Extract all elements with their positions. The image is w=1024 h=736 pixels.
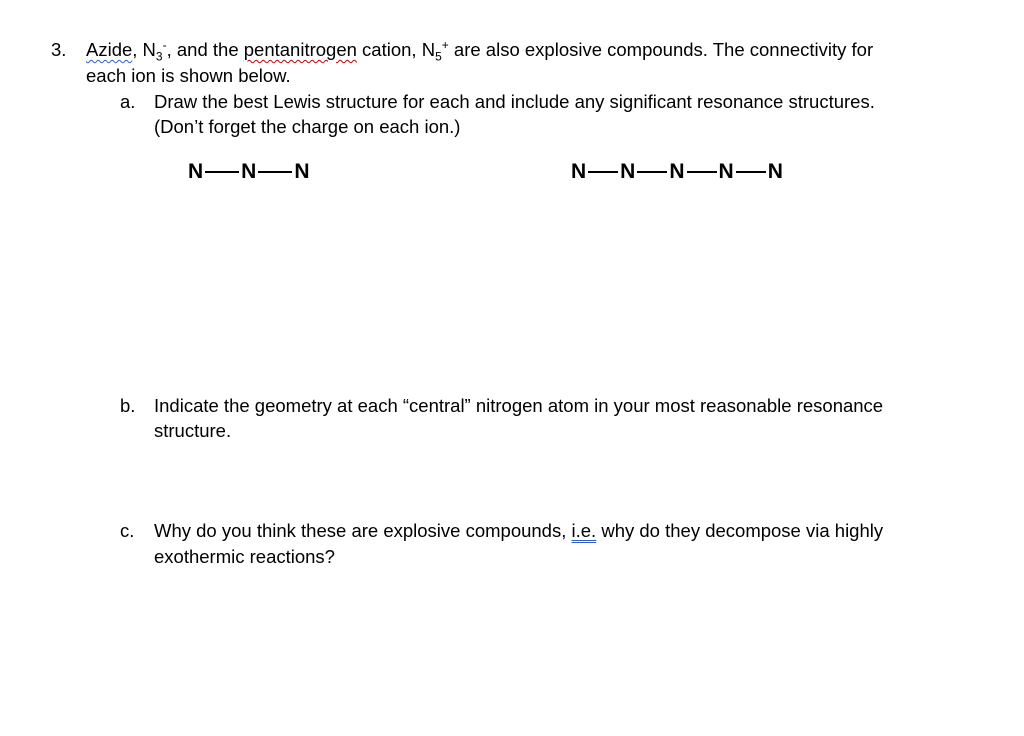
question-text-line-1 [86,38,873,62]
azide-connectivity [188,160,310,184]
azide-bond-1 [205,171,239,173]
azide-atom-2: N [241,160,257,183]
part-c-text-after: why do they decompose via highly [596,520,884,541]
penta-bond-4 [736,171,766,173]
part-a-label: a. [120,91,136,112]
azide-atom-1: N [188,160,204,183]
text-after-azide: , N [132,39,156,60]
question-number: 3. [51,39,67,60]
penta-bond-2 [637,171,667,173]
penta-atom-5: N [767,160,783,183]
text-end: are also explosive compounds. The connectivity for [448,39,874,60]
word-azide: Azide [86,39,133,60]
word-pentanitrogen: pentanitrogen [243,39,357,60]
azide-atom-3: N [294,160,310,183]
part-c-line-1 [154,519,883,543]
part-a-line-2: (Don’t forget the charge on each ion.) [154,116,461,137]
part-a-line-1: Draw the best Lewis structure for each and include any significant resonance structures. [154,91,875,112]
part-c-line-2: exothermic reactions? [154,546,335,567]
part-b-label: b. [120,395,136,416]
penta-bond-1 [588,171,618,173]
penta-atom-1: N [571,160,587,183]
penta-superscript: + [441,37,449,52]
penta-subscript: 5 [435,49,442,64]
part-c-label: c. [120,520,135,541]
part-b-line-1: Indicate the geometry at each “central” nitrogen atom in your most reasonable resonance [154,395,884,416]
penta-atom-2: N [620,160,636,183]
azide-bond-2 [258,171,292,173]
text-cation: cation, N [356,39,436,60]
penta-atom-3: N [669,160,685,183]
text-mid: , and the [166,39,244,60]
penta-atom-4: N [718,160,734,183]
part-c-text-before: Why do you think these are explosive compounds, [154,520,572,541]
word-ie: i.e. [571,520,597,541]
penta-bond-3 [687,171,717,173]
question-text-line-2: each ion is shown below. [86,65,291,86]
part-b-line-2: structure. [154,420,232,441]
azide-subscript: 3 [155,49,163,64]
azide-superscript: - [162,37,167,52]
pentanitrogen-connectivity [571,160,783,184]
